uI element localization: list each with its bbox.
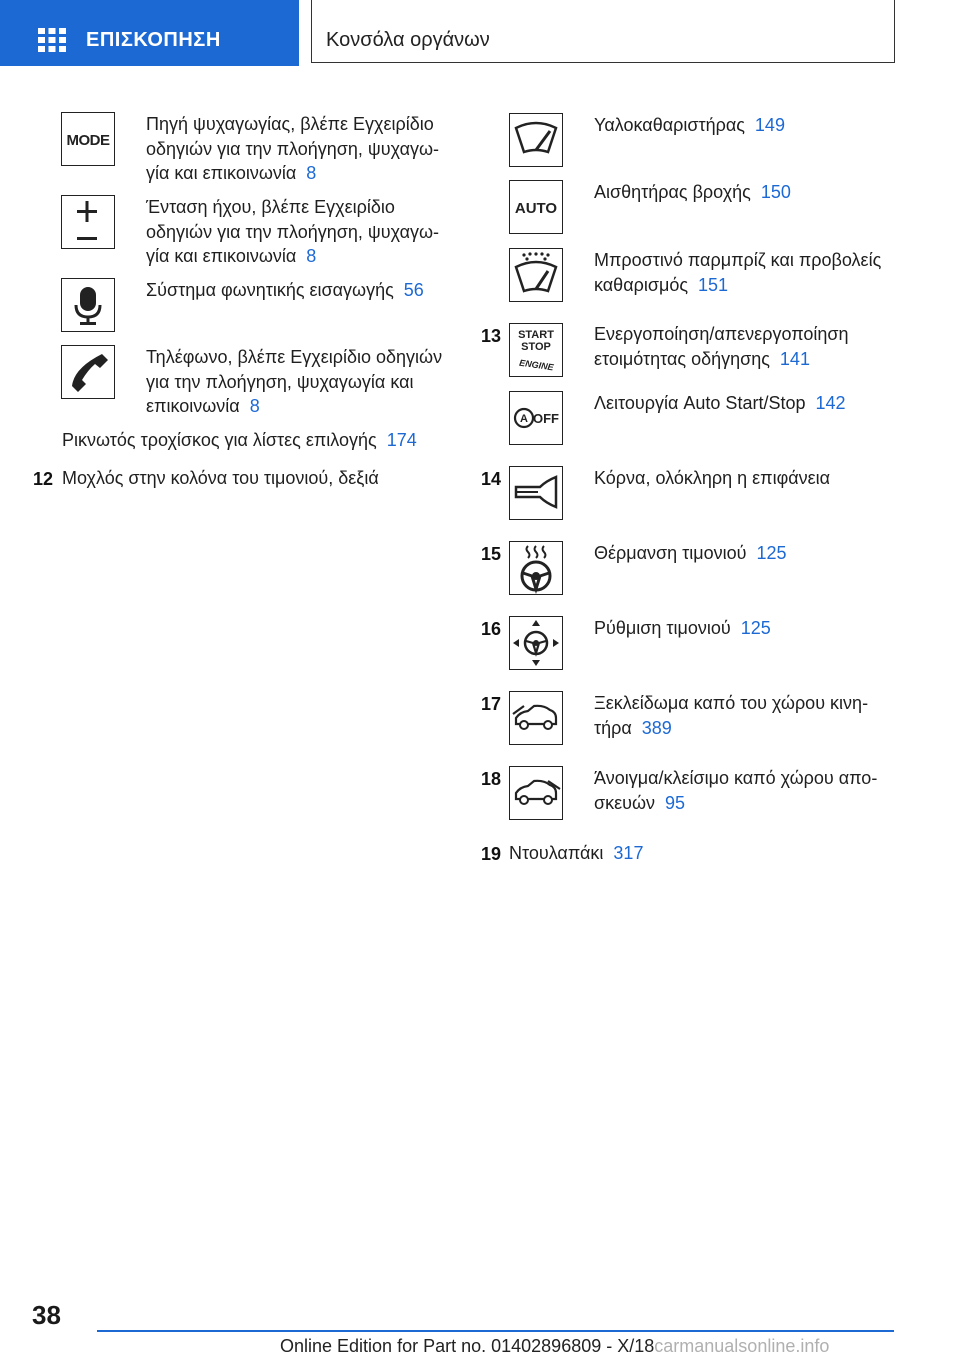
item19-entry — [509, 841, 909, 866]
item15-ref[interactable]: 125 — [756, 543, 787, 563]
item13-entry — [594, 322, 914, 371]
breadcrumb-label: Κονσόλα οργάνων — [326, 29, 490, 51]
item13-ref[interactable]: 141 — [779, 348, 810, 369]
mode-entry — [146, 112, 446, 186]
thumbwheel-entry-ref[interactable]: 174 — [386, 430, 417, 450]
item15-entry — [594, 541, 914, 566]
volume-entry — [146, 195, 446, 269]
auto-start-stop-ref[interactable]: 142 — [815, 393, 846, 413]
voice-entry — [146, 278, 446, 303]
item12-text: Μοχλός στην κολόνα του τιμονιού, δεξιά — [62, 468, 379, 488]
grid-icon — [38, 28, 66, 52]
start-stop-engine-icon — [509, 323, 563, 377]
wiper-entry-text: Υαλοκαθαριστήρας — [594, 115, 745, 135]
phone-entry-text: Τηλέφωνο, βλέπε Εγχειρίδιο οδηγιών για την πλοήγηση, ψυχαγωγία και επικοινωνία — [146, 347, 443, 417]
auto-start-stop-entry — [594, 391, 914, 416]
item16-ref[interactable]: 125 — [740, 618, 771, 638]
item16-text: Ρύθμιση τιμονιού — [594, 618, 731, 638]
tailgate-icon — [509, 766, 563, 820]
mode-entry-text: Πηγή ψυχαγωγίας, βλέπε Εγχειρίδιο οδηγιών για την πλοήγηση, ψυχαγωγία και επικοινωνία — [146, 114, 440, 184]
rain-sensor-entry-text: Αισθητήρας βροχής — [594, 182, 751, 202]
item-number-19: 19 — [481, 844, 502, 864]
item-number-16: 16 — [481, 619, 502, 639]
off-icon-text: OFF — [533, 411, 559, 426]
wiper-entry — [594, 113, 914, 138]
horn-icon — [509, 466, 563, 520]
item17-entry — [594, 691, 914, 740]
item-number-18: 18 — [481, 769, 502, 789]
thumbwheel-entry-text: Ρικνωτός τροχίσκος για λίστες επιλογής — [62, 430, 377, 450]
item-number-13: 13 — [481, 326, 502, 346]
item19-ref[interactable]: 317 — [613, 843, 644, 863]
thumbwheel-entry — [62, 428, 452, 453]
voice-entry-text: Σύστημα φωνητικής εισαγωγής — [146, 280, 394, 300]
washer-entry-text: Μπροστινό παρμπρίζ και προβολείς καθαρισμός — [594, 250, 882, 295]
item16-entry — [594, 616, 914, 641]
steering-wheel-adjust-icon — [509, 616, 563, 670]
item19-text: Ντουλαπάκι — [509, 843, 604, 863]
item-number-17: 17 — [481, 694, 502, 714]
item13-text: Ενεργοποίηση/απενεργοποίηση ετοιμότητας οδήγησης — [594, 324, 849, 369]
rain-sensor-entry-ref[interactable]: 150 — [760, 182, 791, 202]
auto-icon — [509, 180, 563, 234]
item-number-12: 12 — [33, 469, 54, 489]
svg-text:MODE: MODE — [66, 132, 110, 149]
svg-text:A: A — [520, 413, 528, 425]
item18-text: Άνοιγμα/κλείσιμο καπό χώρου αποσκευών — [594, 768, 878, 813]
item18-ref[interactable]: 95 — [665, 792, 686, 813]
volume-entry-text: Ένταση ήχου, βλέπε Εγχειρίδιο οδηγιών για την πλοήγηση, ψυχαγωγία και επικοινωνία — [146, 197, 440, 267]
mode-entry-ref[interactable]: 8 — [306, 163, 317, 184]
page-header — [0, 0, 960, 66]
volume-entry-ref[interactable]: 8 — [306, 246, 317, 267]
bonnet-release-icon — [509, 691, 563, 745]
washer-entry — [594, 248, 914, 297]
edition-text: Online Edition for Part no. 01402896809 - X/18 — [280, 1336, 655, 1356]
footer-divider — [97, 1330, 894, 1332]
steering-wheel-heating-icon — [509, 541, 563, 595]
item18-entry — [594, 766, 914, 815]
footer-edition — [280, 1335, 829, 1357]
start-stop-text-engine: ENGINE — [518, 357, 555, 373]
section-tab-overview[interactable] — [0, 0, 299, 66]
wiper-entry-ref[interactable]: 149 — [754, 115, 785, 135]
phone-handset-icon — [61, 345, 115, 399]
phone-entry-ref[interactable]: 8 — [249, 396, 260, 417]
volume-plus-minus-icon — [61, 195, 115, 249]
item-number-15: 15 — [481, 544, 502, 564]
washer-entry-ref[interactable]: 151 — [698, 274, 729, 295]
rain-sensor-entry — [594, 180, 914, 205]
auto-start-stop-text: Λειτουργία Auto Start/Stop — [594, 393, 806, 413]
microphone-icon — [61, 278, 115, 332]
start-stop-text-stop: STOP — [521, 341, 551, 353]
auto-icon-text: AUTO — [514, 200, 558, 217]
wiper-icon — [509, 113, 563, 167]
watermark-text: carmanualsonline.info — [654, 1336, 830, 1356]
phone-entry — [146, 345, 446, 419]
item17-text: Ξεκλείδωμα καπό του χώρου κινητήρα — [594, 693, 869, 738]
mode-icon — [61, 112, 115, 166]
auto-start-stop-off-icon — [509, 391, 563, 445]
start-stop-text-start: START — [518, 329, 554, 341]
item17-ref[interactable]: 389 — [641, 717, 672, 738]
item15-text: Θέρμανση τιμονιού — [594, 543, 747, 563]
voice-entry-ref[interactable]: 56 — [403, 280, 424, 300]
breadcrumb[interactable] — [311, 0, 895, 63]
item14-text: Κόρνα, ολόκληρη η επιφάνεια — [594, 468, 831, 488]
item-number-14: 14 — [481, 469, 502, 489]
section-label: ΕΠΙΣΚΟΠΗΣΗ — [86, 29, 221, 51]
page-number: 38 — [32, 1300, 61, 1330]
washer-spray-icon — [509, 248, 563, 302]
